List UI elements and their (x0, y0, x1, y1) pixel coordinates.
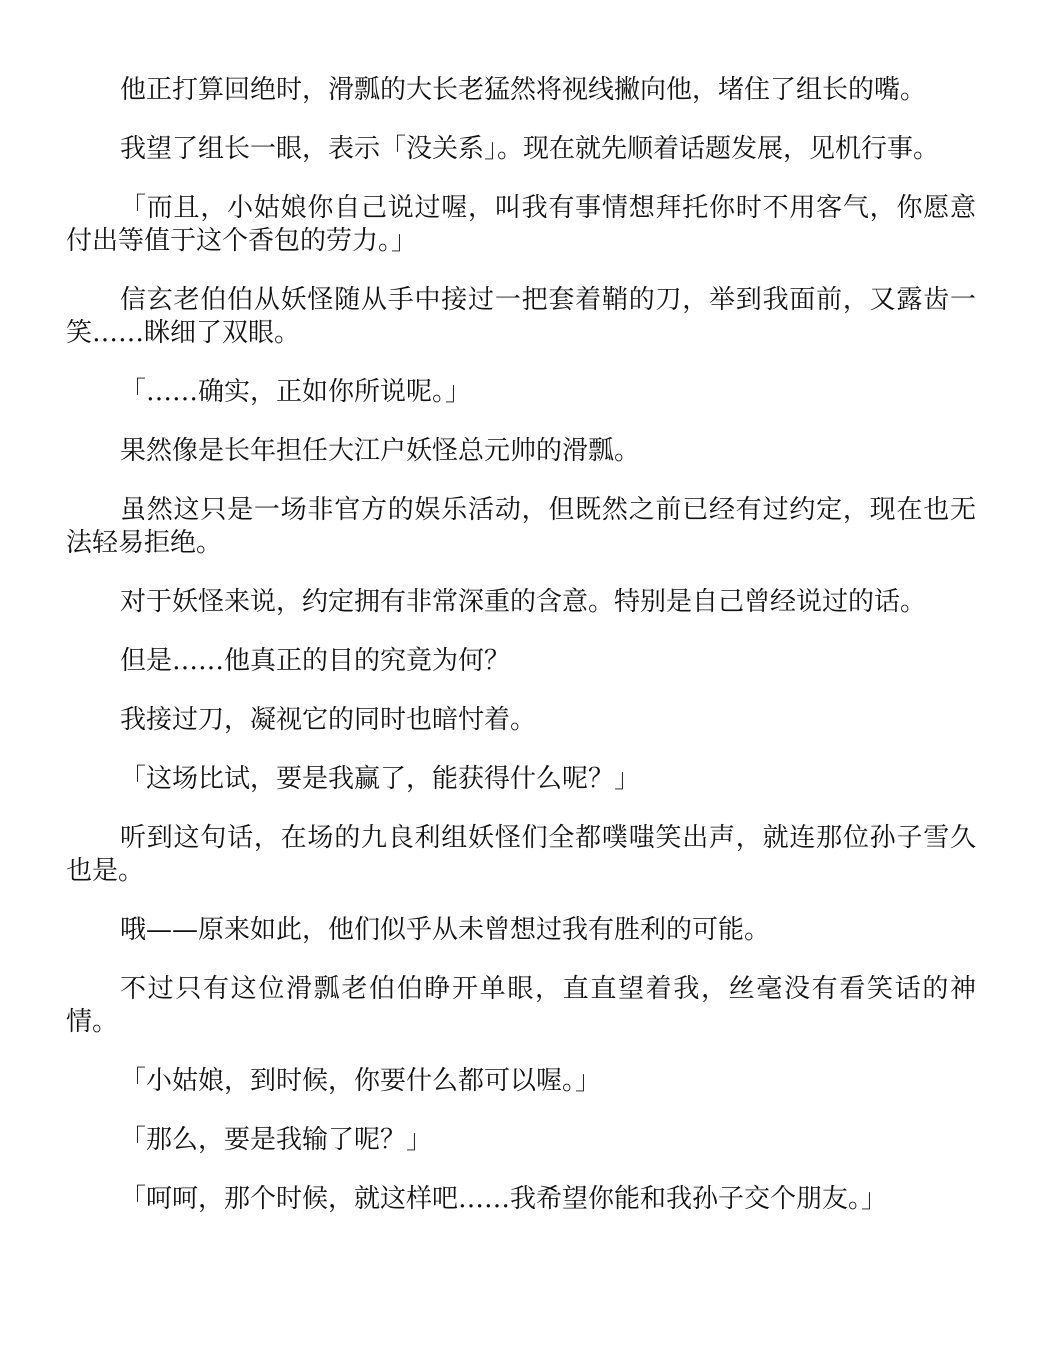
paragraph: 「这场比试，要是我赢了，能获得什么呢？」 (120, 764, 641, 794)
paragraph: 对于妖怪来说，约定拥有非常深重的含意。特别是自己曾经说过的话。 (120, 587, 927, 617)
document-page (66, 74, 976, 1242)
paragraph: 果然像是长年担任大江户妖怪总元帅的滑瓢。 (120, 436, 641, 466)
paragraph: 我接过刀，凝视它的同时也暗忖着。 (120, 705, 537, 735)
paragraph: 我望了组长一眼，表示「没关系」。现在就先顺着话题发展，见机行事。 (120, 134, 940, 164)
paragraph: 「小姑娘，到时候，你要什么都可以喔。」 (120, 1066, 602, 1096)
paragraph: 不过只有这位滑瓢老伯伯睁开单眼，直直望着我，丝毫没有看笑话的神情。 (66, 974, 976, 1037)
paragraph: 「……确实，正如你所说呢。」 (120, 377, 472, 407)
paragraph: 「呵呵，那个时候，就这样吧……我希望你能和我孙子交个朋友。」 (120, 1184, 888, 1214)
paragraph: 虽然这只是一场非官方的娱乐活动，但既然之前已经有过约定，现在也无法轻易拒绝。 (66, 495, 976, 558)
paragraph: 信玄老伯伯从妖怪随从手中接过一把套着鞘的刀，举到我面前，又露齿一笑……眯细了双眼。 (66, 285, 976, 348)
paragraph: 他正打算回绝时，滑瓢的大长老猛然将视线撇向他，堵住了组长的嘴。 (120, 75, 927, 105)
paragraph: 听到这句话，在场的九良利组妖怪们全都噗嗤笑出声，就连那位孙子雪久也是。 (66, 823, 976, 886)
paragraph: 但是……他真正的目的究竟为何？ (120, 646, 511, 676)
paragraph: 「那么，要是我输了呢？」 (120, 1125, 433, 1155)
paragraph: 哦——原来如此，他们似乎从未曾想过我有胜利的可能。 (120, 915, 771, 945)
paragraph: 「而且，小姑娘你自己说过喔，叫我有事情想拜托你时不用客气，你愿意付出等值于这个香包的劳力。」 (66, 193, 976, 256)
